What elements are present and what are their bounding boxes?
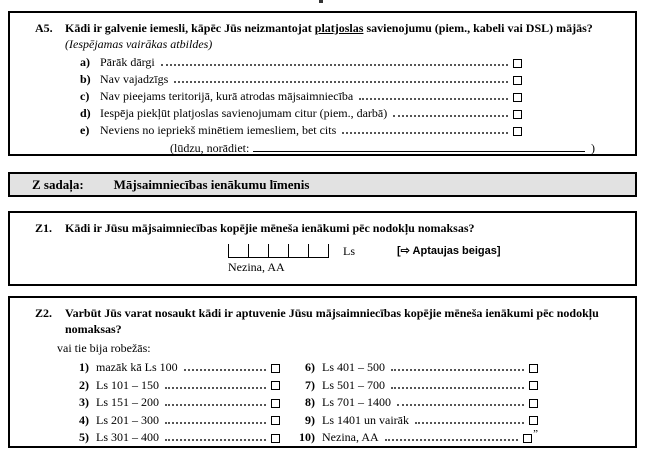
digit-cell[interactable] [269,244,289,258]
currency-label: Ls [343,244,355,258]
option-text: Ls 701 – 1400 [322,395,391,409]
section-z-title: Mājsaimniecības ienākumu līmenis [113,176,310,192]
checkbox[interactable] [513,110,522,119]
option-label: b) [80,72,91,86]
specify-label: (lūdzu, norādiet: [170,141,250,155]
closing-quote: ” [533,428,538,440]
question-z2-box [8,296,637,448]
option-text: Nav vajadzīgs [100,72,169,86]
option-text: Ls 101 – 150 [96,377,159,392]
option-text: Ls 401 – 500 [322,360,385,374]
dotted-leader [184,369,266,371]
income-input-row [228,242,635,258]
question-a5-note: (Iespējamas vairākas atbildes) [65,37,213,51]
option-number: 2) [79,377,89,392]
option-number: 10) [299,430,315,444]
dotted-leader [391,369,524,371]
option-row-10 [298,430,538,448]
dotted-leader [342,132,508,134]
option-row-7 [298,378,538,396]
option-text: Nav pieejams teritorijā, kurā atrodas mājsaimniecība [100,89,354,103]
option-row-c [80,89,635,106]
checkbox[interactable] [271,399,280,408]
digit-cell[interactable] [309,244,329,258]
question-z1-id: Z1. [35,221,53,235]
option-text: Pārāk dārgi [100,55,155,69]
checkbox[interactable] [271,381,280,390]
question-z2-subtext: vai tie bija robežās: [57,341,151,355]
question-z2-header [10,298,635,337]
checkbox[interactable] [523,434,532,443]
question-a5-text-post: savienojumu (piem., kabeli vai DSL) mājās? [363,21,593,35]
question-a5-text-pre: Kādi ir galvenie iemesli, kāpēc Jūs neizmantojat [65,21,315,35]
option-text: Ls 201 – 300 [96,412,159,427]
option-row-2 [72,378,280,396]
option-number: 1) [79,360,89,374]
option-row-3 [72,395,280,413]
section-z-label: Z sadaļa: [32,176,84,192]
dotted-leader [165,439,266,441]
option-row-d [80,106,635,123]
question-z1-box [8,211,637,286]
question-z1-header [10,213,635,236]
option-number: 5) [79,430,89,444]
options-column-left [72,360,280,448]
dotted-leader [415,422,524,424]
dotted-leader [391,387,524,389]
section-z-header [8,172,637,197]
checkbox[interactable] [513,127,522,136]
option-row-6 [298,360,538,378]
checkbox[interactable] [529,381,538,390]
option-row-4 [72,413,280,431]
option-number: 6) [305,360,315,374]
option-text: Neviens no iepriekš minētiem iemesliem, bet cits [100,123,337,137]
option-label: a) [80,55,90,69]
option-label: d) [80,106,91,120]
option-row-5 [72,430,280,448]
digit-cell[interactable] [289,244,309,258]
checkbox[interactable] [529,364,538,373]
question-z2-id: Z2. [35,306,53,320]
specify-close-paren: ) [591,141,595,155]
option-row-b [80,72,635,89]
question-a5-id: A5. [35,21,53,35]
dotted-leader [359,98,508,100]
option-text: Iespēja piekļūt platjoslas savienojumam citur (piem., darbā) [100,106,388,120]
option-number: 9) [305,412,315,427]
option-text: Ls 151 – 200 [96,395,159,409]
option-text: Ls 1401 un vairāk [322,412,409,427]
specify-row [170,140,635,156]
checkbox[interactable] [271,416,280,425]
question-a5-text [65,20,635,52]
option-row-8 [298,395,538,413]
option-text: mazāk kā Ls 100 [96,360,178,374]
option-number: 3) [79,395,89,409]
option-text: Ls 501 – 700 [322,377,385,392]
option-row-e [80,123,635,140]
page-top-mark [319,0,323,3]
dotted-leader [393,115,508,117]
option-label: e) [80,123,90,137]
dotted-leader [385,439,518,441]
checkbox[interactable] [513,59,522,68]
specify-input-line[interactable] [253,140,585,152]
options-column-right [298,360,538,448]
option-text: Ls 301 – 400 [96,430,159,444]
digit-cell[interactable] [249,244,269,258]
question-a5-options [80,55,635,156]
skip-instruction: [⇨ Aptaujas beigas] [397,245,501,257]
dotted-leader [174,81,508,83]
dont-know-label: Nezina, AA [228,260,285,274]
question-a5-text-underlined: platjoslas [314,21,364,35]
checkbox[interactable] [513,76,522,85]
question-a5-header [10,13,635,52]
option-number: 8) [305,395,315,409]
checkbox[interactable] [529,416,538,425]
question-z2-text: Varbūt Jūs varat nosaukt kādi ir aptuvenie Jūsu mājsaimniecības kopējie mēneša ienākumi pēc nodokļu nomaksas? [65,306,599,336]
question-a5-box [8,11,637,156]
dotted-leader [165,422,266,424]
option-row-9 [298,413,538,431]
question-z2-options [72,360,635,448]
option-row-a [80,55,635,72]
dotted-leader [165,387,266,389]
dotted-leader [161,64,508,66]
option-text: Nezina, AA [322,430,379,444]
checkbox[interactable] [271,434,280,443]
question-z1-text: Kādi ir Jūsu mājsaimniecības kopējie mēneša ienākumi pēc nodokļu nomaksas? [65,221,475,235]
checkbox[interactable] [529,399,538,408]
checkbox[interactable] [271,364,280,373]
dotted-leader [397,404,524,406]
dotted-leader [165,404,266,406]
option-label: c) [80,89,90,103]
option-number: 7) [305,377,315,392]
income-digit-input[interactable] [228,244,329,258]
option-number: 4) [79,412,89,427]
checkbox[interactable] [513,93,522,102]
option-row-1 [72,360,280,378]
digit-cell[interactable] [229,244,249,258]
